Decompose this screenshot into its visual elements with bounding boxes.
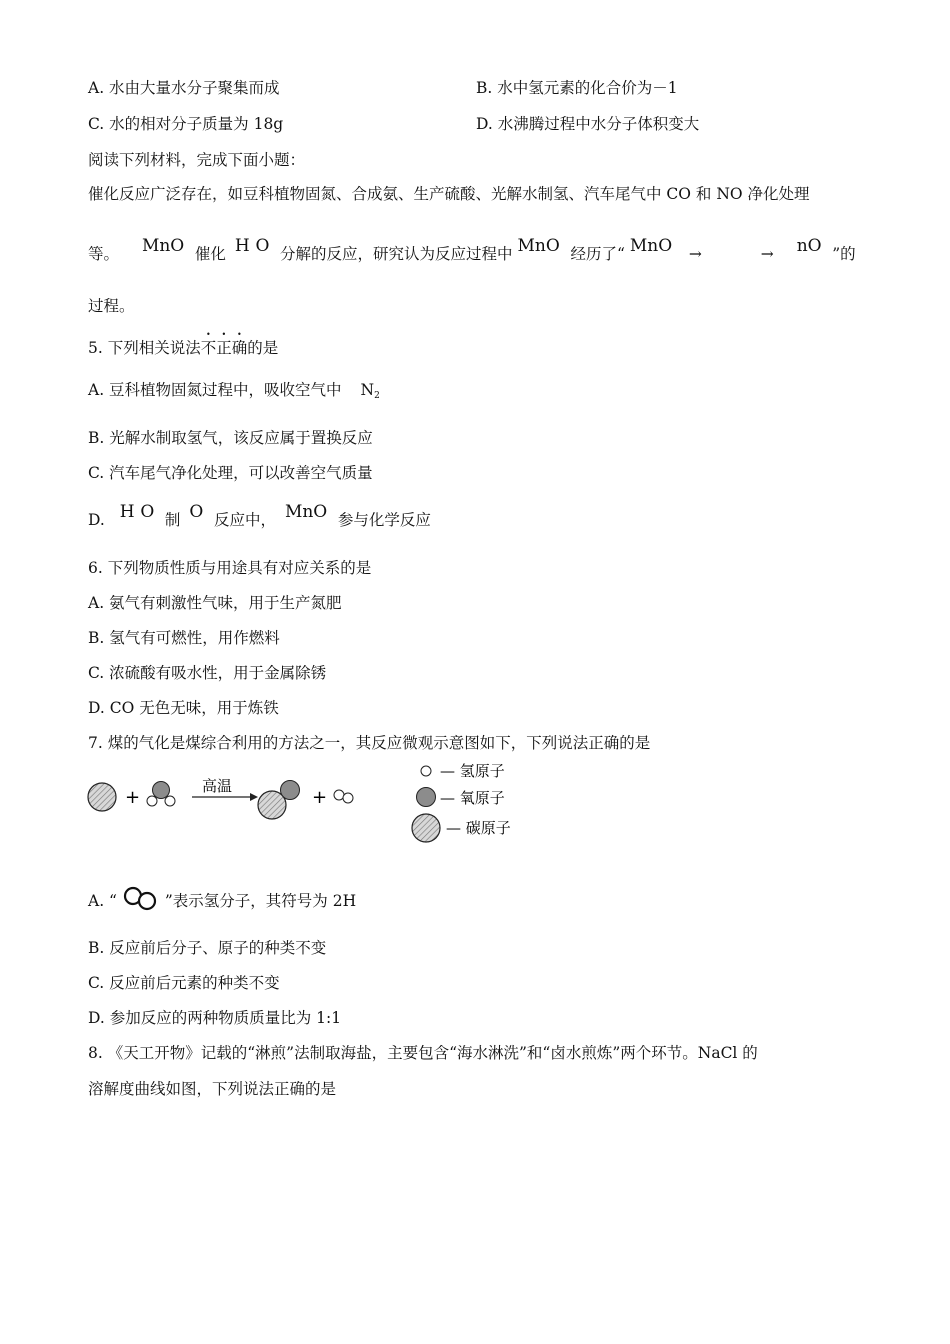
formula-mno2	[285, 502, 333, 522]
formula-text: MnO	[629, 236, 673, 256]
option-text: ”表示氢分子，其符号为 2H	[164, 892, 357, 910]
formula-text: H	[119, 502, 135, 522]
hydrogen-atom	[165, 796, 175, 806]
q5-option-a	[88, 378, 380, 401]
reaction-diagram	[84, 758, 534, 848]
hydrogen-molecule-icon	[122, 886, 160, 912]
subscript: 2	[269, 247, 276, 257]
q6-option-c: C. 浓硫酸有吸水性，用于金属除锈	[88, 664, 327, 682]
formula-text: O	[140, 502, 155, 522]
q5-option-b: B. 光解水制取氢气，该反应属于置换反应	[88, 429, 373, 447]
stem-text: 5. 下列相关说法	[88, 339, 201, 357]
formula-text: MnO	[284, 502, 328, 522]
formula-text: O	[255, 236, 270, 256]
hydrogen-atom	[343, 793, 353, 803]
legend-oxygen-icon	[417, 788, 436, 807]
formula-text: H	[234, 236, 250, 256]
reading-intro: 阅读下列材料，完成下面小题：	[88, 151, 306, 169]
subscript: 2	[327, 513, 333, 523]
oxygen-atom	[153, 782, 170, 799]
reading-paragraph-2	[88, 236, 858, 265]
formula-text: nO	[796, 236, 822, 256]
formula-text: O	[189, 502, 204, 522]
q4-option-b: B. 水中氢元素的化合价为－1	[476, 79, 678, 97]
subscript: 2	[672, 247, 678, 257]
reading-paragraph-1: 催化反应广泛存在，如豆科植物固氮、合成氨、生产硫酸、光解水制氢、汽车尾气中 CO 和 NO 净化处理	[88, 185, 810, 203]
option-text: 参与化学反应	[337, 511, 431, 529]
arrow-symbol: →	[688, 245, 702, 263]
q5-option-c: C. 汽车尾气净化处理，可以改善空气质量	[88, 464, 373, 482]
q7-option-b: B. 反应前后分子、原子的种类不变	[88, 939, 327, 957]
formula-o2	[189, 502, 209, 522]
q4-option-d: D. 水沸腾过程中水分子体积变大	[476, 115, 700, 133]
legend-carbon-label: — 碳原子	[446, 819, 511, 837]
q7-option-d: D. 参加反应的两种物质质量比为 1:1	[88, 1009, 342, 1027]
reading-paragraph-3: 过程。	[88, 297, 135, 315]
stem-text: 的是	[247, 339, 279, 357]
option-text: A. 豆科植物固氮过程中，吸收空气中	[88, 381, 342, 399]
q6-option-b: B. 氢气有可燃性，用作燃料	[88, 629, 280, 647]
subscript: 2	[374, 391, 380, 401]
formula-mno2-partial	[797, 236, 828, 256]
legend-hydrogen-label: — 氢原子	[440, 762, 505, 780]
text-fragment: ”的	[832, 245, 856, 263]
q8-stem-line-2: 溶解度曲线如图，下列说法正确的是	[88, 1080, 337, 1098]
legend-oxygen-label: — 氧原子	[440, 789, 505, 807]
subscript: 2	[154, 513, 160, 523]
subscript: 2	[203, 513, 210, 523]
formula-text: MnO	[141, 236, 185, 256]
q5-option-d	[88, 502, 431, 531]
hydrogen-atom	[334, 790, 344, 800]
option-text: 反应中，	[213, 511, 276, 529]
legend-hydrogen-icon	[421, 766, 431, 776]
subscript: 2	[134, 513, 141, 523]
formula-h2o2	[120, 502, 160, 522]
legend-carbon-icon	[412, 814, 440, 842]
text-fragment: 催化	[194, 245, 226, 263]
reaction-arrowhead	[250, 793, 258, 801]
subscript: 2	[559, 247, 566, 257]
formula-text: N	[360, 381, 375, 399]
formula-h2o2	[235, 236, 275, 256]
q6-option-a: A. 氨气有刺激性气味，用于生产氮肥	[88, 594, 342, 612]
q7-stem: 7. 煤的气化是煤综合利用的方法之一，其反应微观示意图如下，下列说法正确的是	[88, 734, 651, 752]
carbon-atom	[88, 783, 116, 811]
option-text: A. “	[88, 892, 117, 910]
reaction-condition: 高温	[202, 777, 233, 795]
text-fragment: 等。	[88, 245, 120, 263]
q4-option-a: A. 水由大量水分子聚集而成	[88, 79, 280, 97]
plus-sign: +	[125, 787, 141, 808]
text-fragment: 分解的反应，研究认为反应过程中	[280, 245, 513, 263]
formula-n2	[361, 381, 380, 399]
q6-option-d: D. CO 无色无味，用于炼铁	[88, 699, 279, 717]
q5-stem	[88, 330, 278, 358]
text-fragment: 经历了“	[570, 245, 625, 263]
q7-option-a	[88, 886, 356, 912]
plus-sign: +	[312, 787, 328, 808]
q4-option-c: C. 水的相对分子质量为 18g	[88, 115, 284, 133]
subscript: 2	[249, 247, 256, 257]
subscript: 2	[821, 247, 828, 257]
q8-stem-line-1: 8. 《天工开物》记载的“淋煎”法制取海盐，主要包含“海水淋洗”和“卤水煎炼”两个环节。NaCl 的	[88, 1044, 758, 1062]
q6-stem: 6. 下列物质性质与用途具有对应关系的是	[88, 559, 372, 577]
subscript: 2	[184, 247, 190, 257]
option-label: D.	[88, 511, 105, 529]
hydrogen-atom	[147, 796, 157, 806]
emphasized-text: 不正确	[200, 339, 248, 357]
formula-mno2	[630, 236, 678, 256]
formula-mno2	[518, 236, 566, 256]
q7-option-c: C. 反应前后元素的种类不变	[88, 974, 280, 992]
oxygen-atom	[281, 781, 300, 800]
formula-mno2	[142, 236, 190, 256]
option-text: 制	[164, 511, 181, 529]
arrow-symbol: →	[760, 245, 774, 263]
formula-text: MnO	[517, 236, 560, 256]
